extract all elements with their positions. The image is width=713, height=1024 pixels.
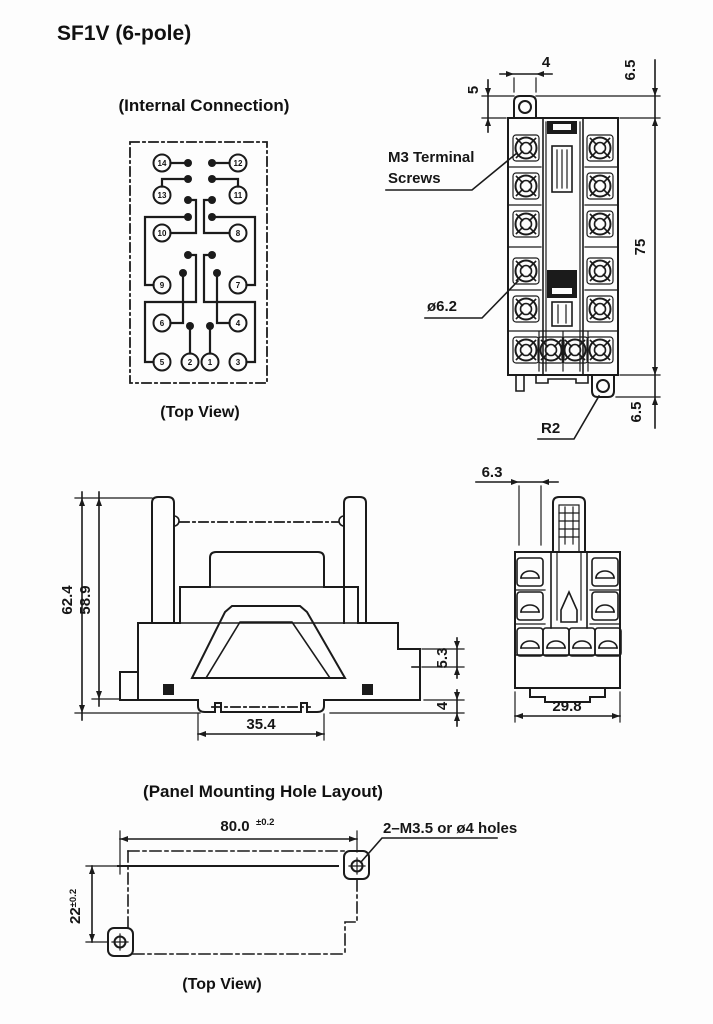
terminal bbox=[202, 354, 219, 371]
terminal-circles bbox=[154, 155, 247, 371]
terminal-cavities bbox=[515, 558, 621, 656]
terminal bbox=[230, 354, 247, 371]
terminal-number: 4 bbox=[235, 319, 241, 328]
terminal bbox=[230, 315, 247, 332]
terminal-number: 1 bbox=[207, 358, 213, 367]
callout-text: ø6.2 bbox=[427, 298, 458, 315]
dim-label: 4 bbox=[434, 701, 451, 711]
front-view bbox=[386, 54, 660, 439]
bottom-mounting-hole bbox=[597, 380, 609, 392]
dim-lever-width bbox=[476, 464, 558, 545]
terminal-number: 10 bbox=[157, 229, 167, 238]
terminal-number: 12 bbox=[233, 159, 243, 168]
terminal bbox=[154, 225, 171, 242]
dim-foot bbox=[330, 690, 464, 726]
bottom-left-mounting-hole bbox=[112, 934, 128, 950]
dim-label: 80.0 bbox=[220, 818, 250, 835]
dim-heights bbox=[59, 492, 200, 720]
leader-line bbox=[361, 838, 497, 862]
dim-label: 29.8 bbox=[552, 698, 582, 715]
terminal bbox=[154, 277, 171, 294]
dim-hole-pitch-y bbox=[67, 866, 118, 942]
terminal-number: 9 bbox=[159, 281, 165, 290]
dim-label: 6.3 bbox=[481, 464, 503, 481]
right-lever bbox=[344, 497, 366, 623]
terminal bbox=[154, 155, 171, 172]
terminal bbox=[230, 277, 247, 294]
relay-pin-dots bbox=[179, 159, 221, 330]
callout-hole-diameter bbox=[425, 281, 518, 318]
page-title: SF1V (6-pole) bbox=[57, 22, 192, 45]
top-mounting-hole bbox=[519, 101, 531, 113]
internal-view-label: (Top View) bbox=[160, 404, 240, 421]
terminal bbox=[230, 225, 247, 242]
socket-outline-dashed bbox=[130, 142, 267, 383]
right-latch-block bbox=[362, 684, 373, 695]
end-view bbox=[476, 464, 621, 722]
side-view bbox=[59, 492, 464, 740]
retainer-clip-inner bbox=[206, 622, 330, 678]
dim-label: 5 bbox=[465, 85, 482, 95]
dim-tolerance: ±0.2 bbox=[256, 817, 275, 828]
callout-mounting-holes bbox=[361, 820, 517, 862]
din-rail-channel bbox=[198, 700, 324, 712]
terminal bbox=[154, 315, 171, 332]
dim-label: 75 bbox=[632, 238, 649, 256]
dim-tolerance: ±0.2 bbox=[68, 888, 79, 908]
dim-label: 58.9 bbox=[77, 585, 94, 615]
dim-label: 35.4 bbox=[246, 716, 276, 733]
terminal bbox=[182, 354, 199, 371]
terminal-number: 2 bbox=[187, 358, 193, 367]
bottom-clip-detail bbox=[516, 375, 588, 391]
dim-label: 6.5 bbox=[628, 401, 645, 423]
left-latch-block bbox=[163, 684, 174, 695]
terminal-number: 14 bbox=[157, 159, 167, 168]
dim-rail-width bbox=[198, 714, 324, 740]
terminal-number: 11 bbox=[233, 191, 243, 200]
terminal-number: 8 bbox=[235, 229, 241, 238]
callout-text: 2–M3.5 or ø4 holes bbox=[383, 820, 518, 837]
terminal bbox=[154, 354, 171, 371]
terminal-number: 6 bbox=[159, 319, 165, 328]
dim-label bbox=[67, 889, 84, 924]
top-mounting-ear bbox=[514, 96, 536, 118]
terminal-number: 3 bbox=[235, 358, 241, 367]
panel-mounting-layout bbox=[67, 782, 517, 993]
terminal-number: 5 bbox=[159, 358, 165, 367]
callout-text: Screws bbox=[388, 170, 441, 187]
m3-terminal-screws bbox=[513, 135, 613, 363]
left-lever bbox=[152, 497, 174, 623]
dim-right-chain bbox=[536, 60, 660, 428]
callout-text: R2 bbox=[541, 420, 561, 437]
lever-ladder bbox=[559, 507, 579, 544]
dim-label: 5.3 bbox=[434, 647, 451, 669]
callout-m3-screws bbox=[386, 149, 517, 190]
callout-text: M3 Terminal bbox=[388, 149, 475, 166]
bottom-mounting-ear bbox=[592, 375, 614, 397]
panel-layout-caption: (Panel Mounting Hole Layout) bbox=[143, 782, 383, 801]
center-opening bbox=[551, 552, 587, 628]
terminal bbox=[230, 155, 247, 172]
terminal-number: 7 bbox=[235, 281, 241, 290]
dim-label: 62.4 bbox=[59, 585, 76, 615]
dim-tab-width bbox=[500, 54, 552, 92]
terminal bbox=[230, 187, 247, 204]
dim-lip bbox=[422, 638, 464, 678]
callout-corner-radius bbox=[538, 396, 599, 439]
terminal bbox=[154, 187, 171, 204]
internal-connection-caption: (Internal Connection) bbox=[118, 96, 290, 115]
terminal-number: 13 bbox=[157, 191, 167, 200]
panel-view-label: (Top View) bbox=[182, 976, 262, 993]
dim-label: 4 bbox=[541, 54, 551, 71]
dim-tab-height bbox=[465, 80, 514, 132]
latch-clip bbox=[561, 592, 577, 622]
dim-label: 6.5 bbox=[622, 59, 639, 81]
dim-value: 22 bbox=[67, 907, 84, 924]
internal-connection-diagram bbox=[119, 96, 290, 421]
